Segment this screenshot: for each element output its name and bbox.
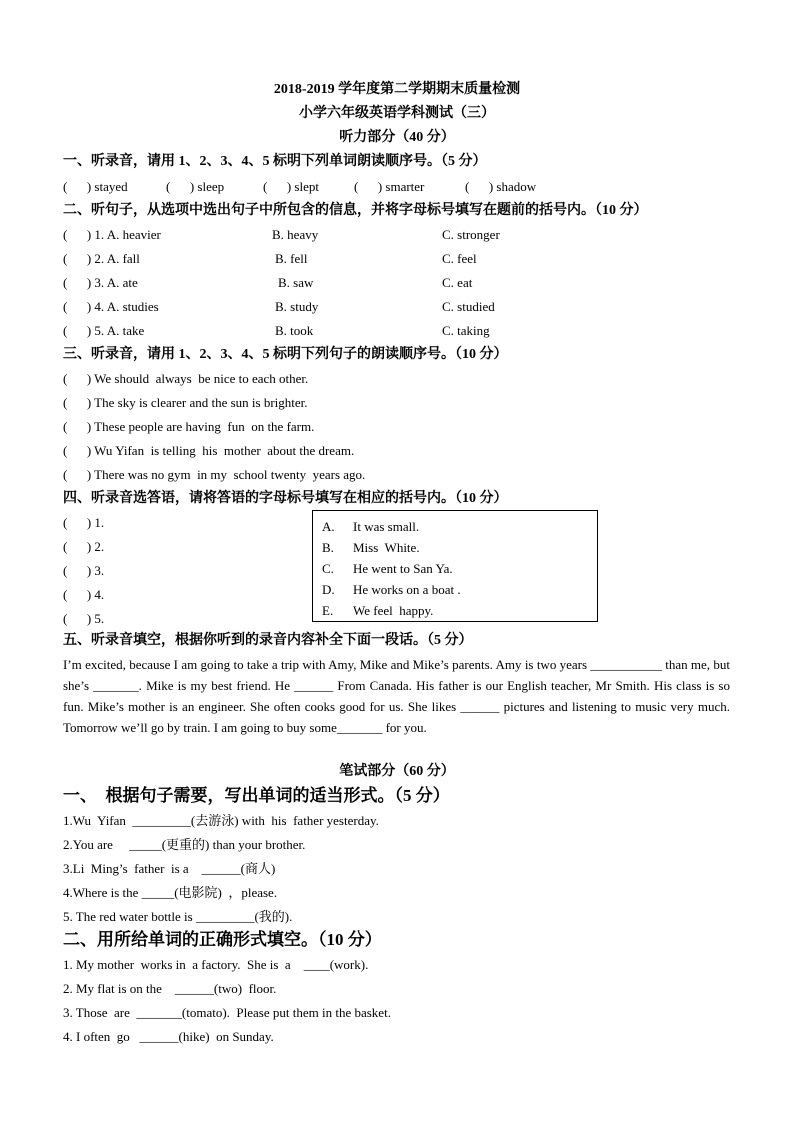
- choice-option-b: B. saw: [278, 275, 314, 290]
- listening-part3-heading: 三、听录音，请用 1、2、3、4、5 标明下列句子的朗读顺序号。（10 分）: [63, 347, 508, 362]
- exam-title: 2018-2019 学年度第二学期期末质量检测: [273, 82, 521, 97]
- option-text: It was small.: [353, 519, 420, 534]
- fill-item: 3. Those are _______(tomato). Please put them in the basket.: [63, 1005, 391, 1020]
- option-text: He works on a boat .: [353, 582, 461, 597]
- fill-item: 1. My mother works in a factory. She is a ____(work).: [63, 957, 369, 972]
- listening-part2-heading: 二、听句子，从选项中选出句子中所包含的信息，并将字母标号填写在题前的括号内。（10 分）: [63, 203, 648, 218]
- option-letter: D.: [322, 582, 335, 597]
- sentence-item: ( ) The sky is clearer and the sun is brighter.: [63, 395, 308, 410]
- answer-slot: ( ) 3.: [63, 563, 105, 578]
- option-text: We feel happy.: [353, 603, 434, 618]
- choice-question: ( ) 5. A. take: [63, 323, 145, 338]
- written-part1-heading: 一、 根据句子需要，写出单词的适当形式。（5 分）: [63, 786, 450, 805]
- sentence-item: ( ) We should always be nice to each other.: [63, 371, 309, 386]
- fill-item: 4.Where is the _____(电影院) ，please.: [63, 885, 278, 900]
- answer-slot: ( ) 2.: [63, 539, 105, 554]
- listening-part5-heading: 五、听录音填空，根据你听到的录音内容补全下面一段话。（5 分）: [63, 633, 473, 648]
- fill-item: 1.Wu Yifan _________(去游泳) with his father yesterday.: [63, 813, 379, 828]
- choice-question: ( ) 1. A. heavier: [63, 227, 161, 242]
- fill-item: 3.Li Ming’s father is a ______(商人): [63, 861, 276, 876]
- choice-question: ( ) 4. A. studies: [63, 299, 159, 314]
- fill-item: 2. My flat is on the ______(two) floor.: [63, 981, 277, 996]
- choice-option-c: C. studied: [442, 299, 495, 314]
- option-letter: C.: [322, 561, 334, 576]
- sentence-item: ( ) These people are having fun on the farm.: [63, 419, 315, 434]
- word-item: ( ) smarter: [354, 179, 425, 194]
- fill-item: 5. The red water bottle is _________(我的).: [63, 909, 293, 924]
- word-item: ( ) stayed: [63, 179, 128, 194]
- choice-option-b: B. took: [275, 323, 314, 338]
- choice-question: ( ) 2. A. fall: [63, 251, 140, 266]
- choice-option-b: B. heavy: [272, 227, 319, 242]
- cloze-paragraph: I’m excited, because I am going to take a trip with Amy, Mike and Mike’s parents. Amy is two years ___________ than me, but she’s _______. Mike is my best friend. He ______ From Canada. His father is our English teacher, Mr Smith. His class is so fun. Mike’s mother is an engineer. She often cooks good for us. She likes ______ pictures and listening to music very much. Tomorrow we’ll go by train. I am going to buy some_______ for you.: [63, 657, 730, 735]
- word-item: ( ) slept: [263, 179, 319, 194]
- choice-option-c: C. eat: [442, 275, 473, 290]
- written-part2-heading: 二、用所给单词的正确形式填空。（10 分）: [63, 930, 382, 949]
- choice-option-c: C. feel: [442, 251, 477, 266]
- sentence-item: ( ) Wu Yifan is telling his mother about the dream.: [63, 443, 355, 458]
- listening-part1-heading: 一、听录音，请用 1、2、3、4、5 标明下列单词朗读顺序号。（5 分）: [63, 154, 487, 169]
- choice-option-b: B. fell: [275, 251, 308, 266]
- option-letter: E.: [322, 603, 334, 618]
- word-item: ( ) shadow: [465, 179, 537, 194]
- choice-option-c: C. stronger: [442, 227, 500, 242]
- choice-option-b: B. study: [275, 299, 319, 314]
- choice-question: ( ) 3. A. ate: [63, 275, 138, 290]
- word-item: ( ) sleep: [166, 179, 225, 194]
- option-letter: A.: [322, 519, 335, 534]
- answer-slot: ( ) 4.: [63, 587, 105, 602]
- answer-slot: ( ) 5.: [63, 611, 105, 626]
- choice-option-c: C. taking: [442, 323, 490, 338]
- sentence-item: ( ) There was no gym in my school twenty years ago.: [63, 467, 366, 482]
- fill-item: 2.You are _____(更重的) than your brother.: [63, 837, 306, 852]
- option-letter: B.: [322, 540, 334, 555]
- listening-section-title: 听力部分（40 分）: [339, 130, 455, 145]
- option-text: Miss White.: [353, 540, 420, 555]
- exam-subtitle: 小学六年级英语学科测试（三）: [299, 106, 495, 121]
- written-section-title: 笔试部分（60 分）: [339, 764, 455, 779]
- answer-options-box: [312, 510, 598, 622]
- fill-item: 4. I often go ______(hike) on Sunday.: [63, 1029, 274, 1044]
- answer-slot: ( ) 1.: [63, 515, 105, 530]
- listening-part4-heading: 四、听录音选答语，请将答语的字母标号填写在相应的括号内。（10 分）: [63, 491, 508, 506]
- option-text: He went to San Ya.: [353, 561, 453, 576]
